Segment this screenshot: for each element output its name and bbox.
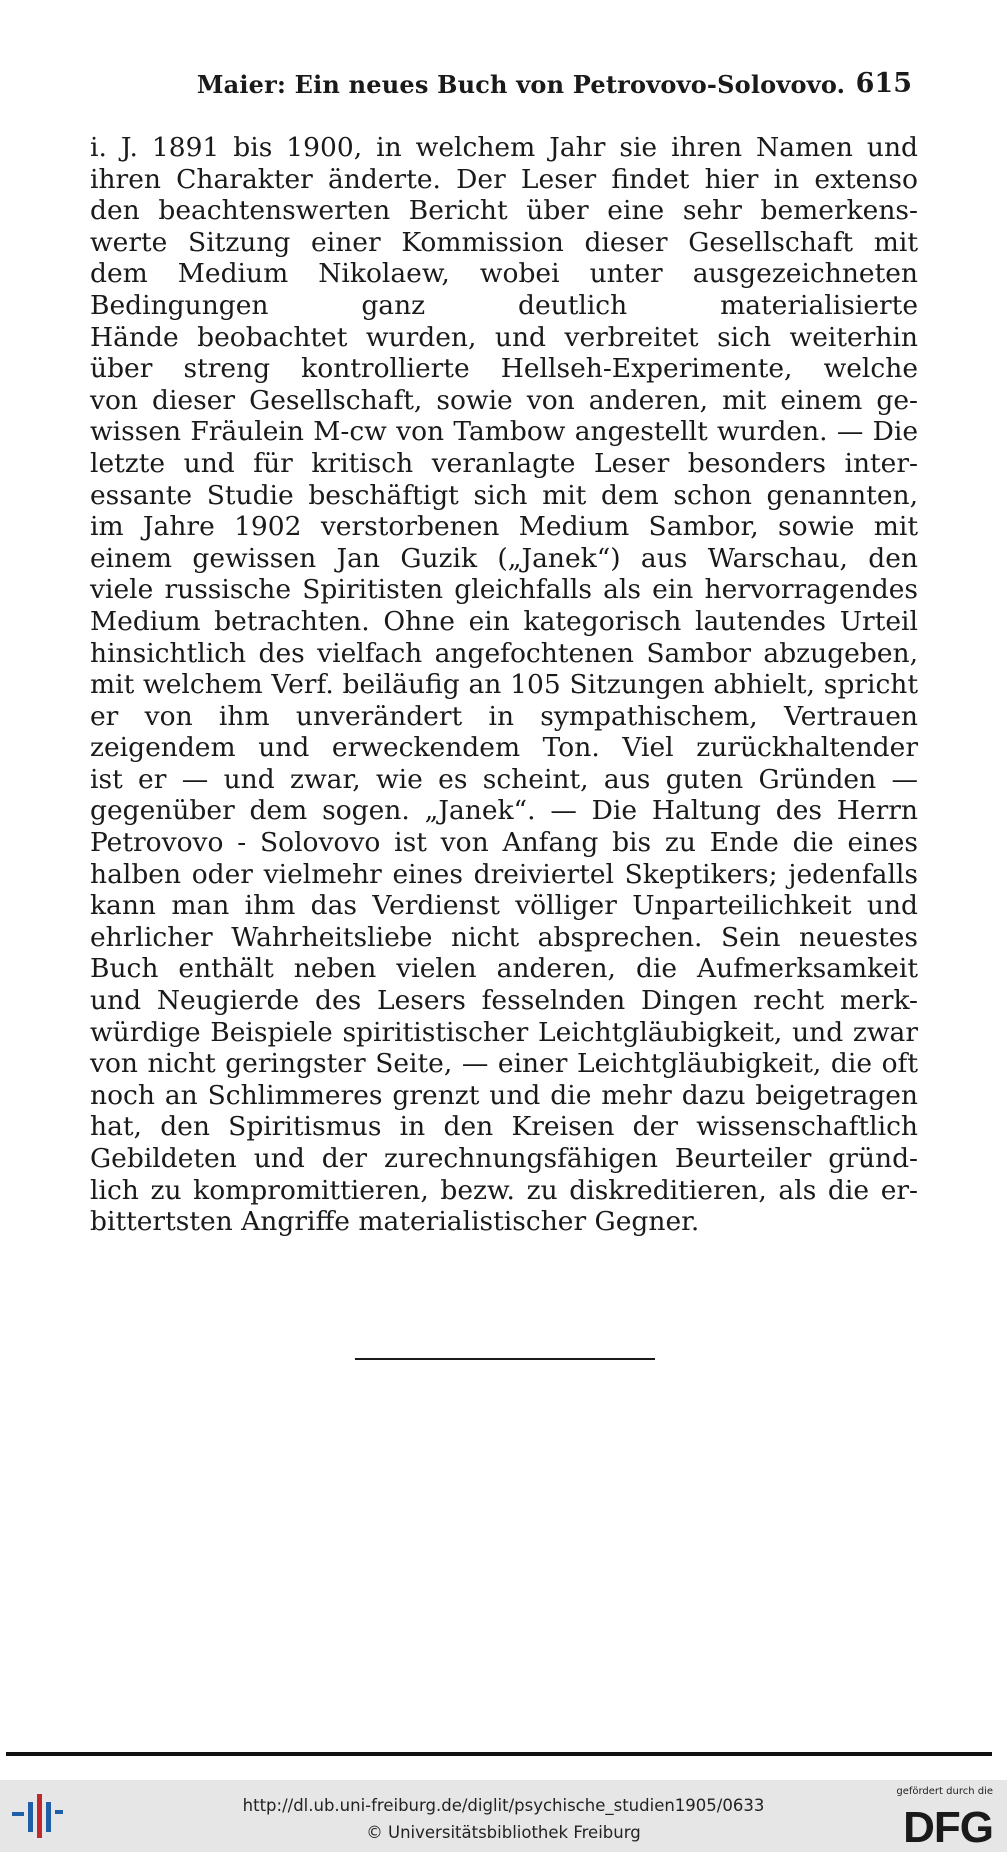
running-title: Maier: Ein neues Buch von Petrovovo-Solovovo.: [196, 70, 846, 99]
text-line: dem Medium Nikolaew, wobei unter ausgezeichneten: [90, 258, 918, 290]
text-line: von nicht geringster Seite, — einer Leichtgläubigkeit, die oft: [90, 1048, 918, 1080]
text-line: kann man ihm das Verdienst völliger Unparteilichkeit und: [90, 890, 918, 922]
text-line: ist er — und zwar, wie es scheint, aus guten Gründen —: [90, 763, 918, 795]
dfg-caption: gefördert durch die: [896, 1786, 993, 1797]
permalink-url[interactable]: http://dl.ub.uni-freiburg.de/diglit/psychische_studien1905/0633: [242, 1796, 765, 1815]
copyright-notice: © Universitätsbibliothek Freiburg: [366, 1823, 641, 1842]
text-line: er von ihm unverändert in sympathischem, Vertrauen: [90, 700, 918, 732]
end-of-article-rule: [355, 1358, 655, 1360]
text-line: ehrlicher Wahrheitsliebe nicht absprechen. Sein neuestes: [90, 921, 918, 953]
text-line: Petrovovo - Solovovo ist von Anfang bis zu Ende die eines: [90, 827, 918, 859]
text-line: und Neugierde des Lesers fesselnden Dingen recht merk-: [90, 985, 918, 1017]
text-line: essante Studie beschäftigt sich mit dem schon genannten,: [90, 479, 918, 511]
text-line: gegenüber dem sogen. „Janek“. — Die Haltung des Herrn: [90, 795, 918, 827]
page-number: 615: [855, 68, 912, 99]
text-line: halben oder vielmehr eines dreiviertel Skeptikers; jedenfalls: [90, 858, 918, 890]
text-line: werte Sitzung einer Kommission dieser Gesellschaft mit: [90, 226, 918, 258]
text-line: Gebildeten und der zurechnungsfähigen Beurteiler gründ-: [90, 1143, 918, 1174]
text-line: lich zu kompromittieren, bezw. zu diskreditieren, als die er-: [90, 1174, 918, 1206]
text-line: einem gewissen Jan Guzik („Janek“) aus Warschau, den: [90, 542, 918, 574]
text-line: im Jahre 1902 verstorbenen Medium Sambor, sowie mit: [90, 511, 918, 543]
text-line: Medium betrachten. Ohne ein kategorisch lautendes Urteil: [90, 605, 918, 637]
text-line: mit welchem Verf. beiläufig an 105 Sitzungen abhielt, spricht: [90, 669, 918, 701]
text-line: viele russische Spiritisten gleichfalls als ein hervorragendes: [90, 574, 918, 606]
text-line: hat, den Spiritismus in den Kreisen der wissenschaftlich: [90, 1111, 918, 1143]
text-line: den beachtenswerten Bericht über eine sehr bemerkens-: [90, 195, 918, 227]
text-line: letzte und für kritisch veranlagte Leser besonders inter-: [90, 447, 918, 479]
text-line: ihren Charakter änderte. Der Leser findet hier in extenso: [90, 163, 918, 195]
text-line: Bedingungen ganz deutlich materialisierte: [90, 289, 918, 321]
text-line: wissen Fräulein M-cw von Tambow angestellt wurden. — Die: [90, 416, 918, 448]
text-line: noch an Schlimmeres grenzt und die mehr dazu beigetragen: [90, 1079, 918, 1111]
text-line: über streng kontrollierte Hellseh-Experimente, welche: [90, 353, 918, 385]
dfg-logo-icon: [893, 1802, 993, 1846]
text-line: Hände beobachtet wurden, und verbreitet sich weiterhin: [90, 321, 918, 353]
text-line: i. J. 1891 bis 1900, in welchem Jahr sie ihren Namen und: [90, 132, 918, 163]
scan-bottom-rule: [6, 1752, 992, 1756]
text-line-last: bittertsten Angriffe materialistischer Gegner.: [90, 1206, 700, 1238]
text-line: von dieser Gesellschaft, sowie von anderen, mit einem ge-: [90, 384, 918, 416]
text-line: Buch enthält neben vielen anderen, die Aufmerksamkeit: [90, 953, 918, 985]
text-line: hinsichtlich des vielfach angefochtenen Sambor abzugeben,: [90, 637, 918, 669]
footer-bar: [0, 1780, 1007, 1852]
dfg-funding-logo: [889, 1786, 993, 1848]
text-line: zeigendem und erweckendem Ton. Viel zurückhaltender: [90, 732, 918, 764]
text-line: würdige Beispiele spiritistischer Leichtgläubigkeit, und zwar: [90, 1016, 918, 1048]
body-text: [90, 132, 918, 1238]
running-head: [90, 66, 912, 106]
dfg-logo-text: DFG: [903, 1803, 993, 1846]
